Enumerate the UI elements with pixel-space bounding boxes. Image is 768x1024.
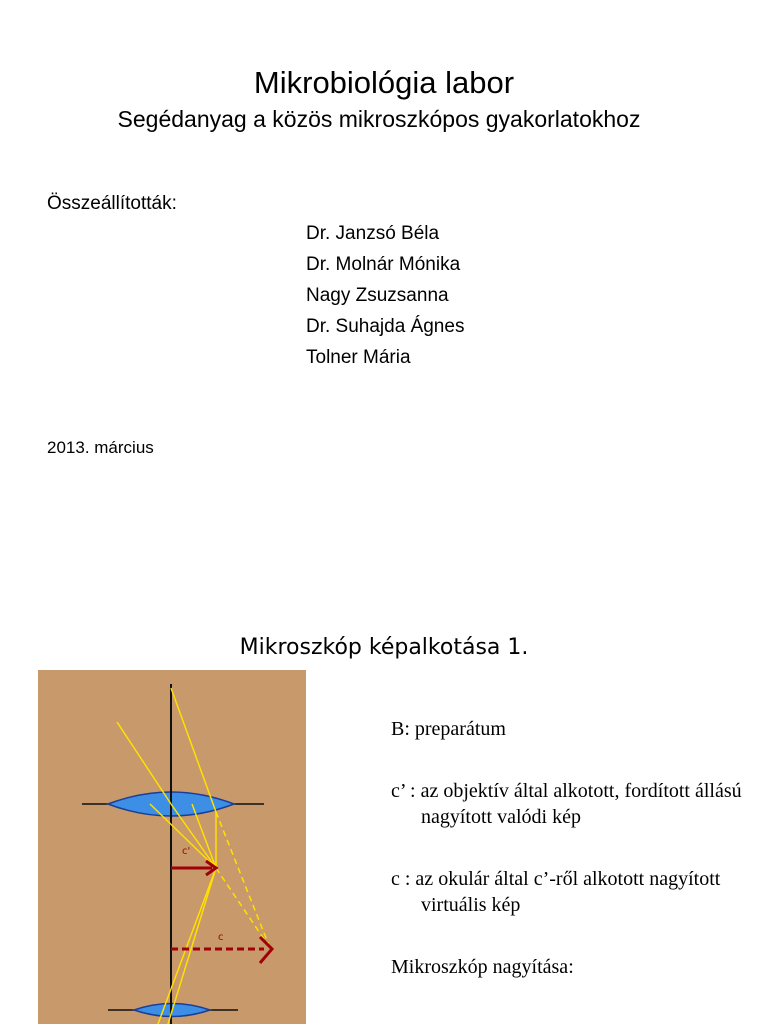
compiled-by-label: Összeállították: bbox=[47, 193, 177, 214]
explanation-item: B: preparátum bbox=[391, 718, 506, 740]
author-name: Nagy Zsuzsanna bbox=[306, 285, 449, 306]
label-c: c bbox=[218, 932, 224, 943]
publication-date: 2013. március bbox=[47, 438, 154, 457]
author-name: Dr. Janzsó Béla bbox=[306, 223, 440, 244]
label-c-prime: c' bbox=[182, 846, 191, 857]
document-title: Mikrobiológia labor bbox=[253, 65, 515, 100]
diagram-explanations bbox=[391, 716, 761, 1016]
explanation-item: c : az okulár által c’-ről alkotott nagyított virtuális kép bbox=[391, 868, 721, 916]
explanation-item: Mikroszkóp nagyítása: bbox=[391, 956, 574, 978]
explanation-item: c’ : az objektív által alkotott, fordított állású nagyított valódi kép bbox=[391, 780, 742, 828]
microscope-optics-diagram bbox=[38, 670, 306, 1024]
document-subtitle: Segédanyag a közös mikroszkópos gyakorlatokhoz bbox=[117, 106, 641, 132]
slide-title: Mikroszkóp képalkotása 1. bbox=[239, 635, 529, 660]
author-list bbox=[306, 220, 464, 375]
author-name: Tolner Mária bbox=[306, 347, 411, 368]
author-name: Dr. Molnár Mónika bbox=[306, 254, 461, 275]
author-name: Dr. Suhajda Ágnes bbox=[306, 316, 465, 337]
